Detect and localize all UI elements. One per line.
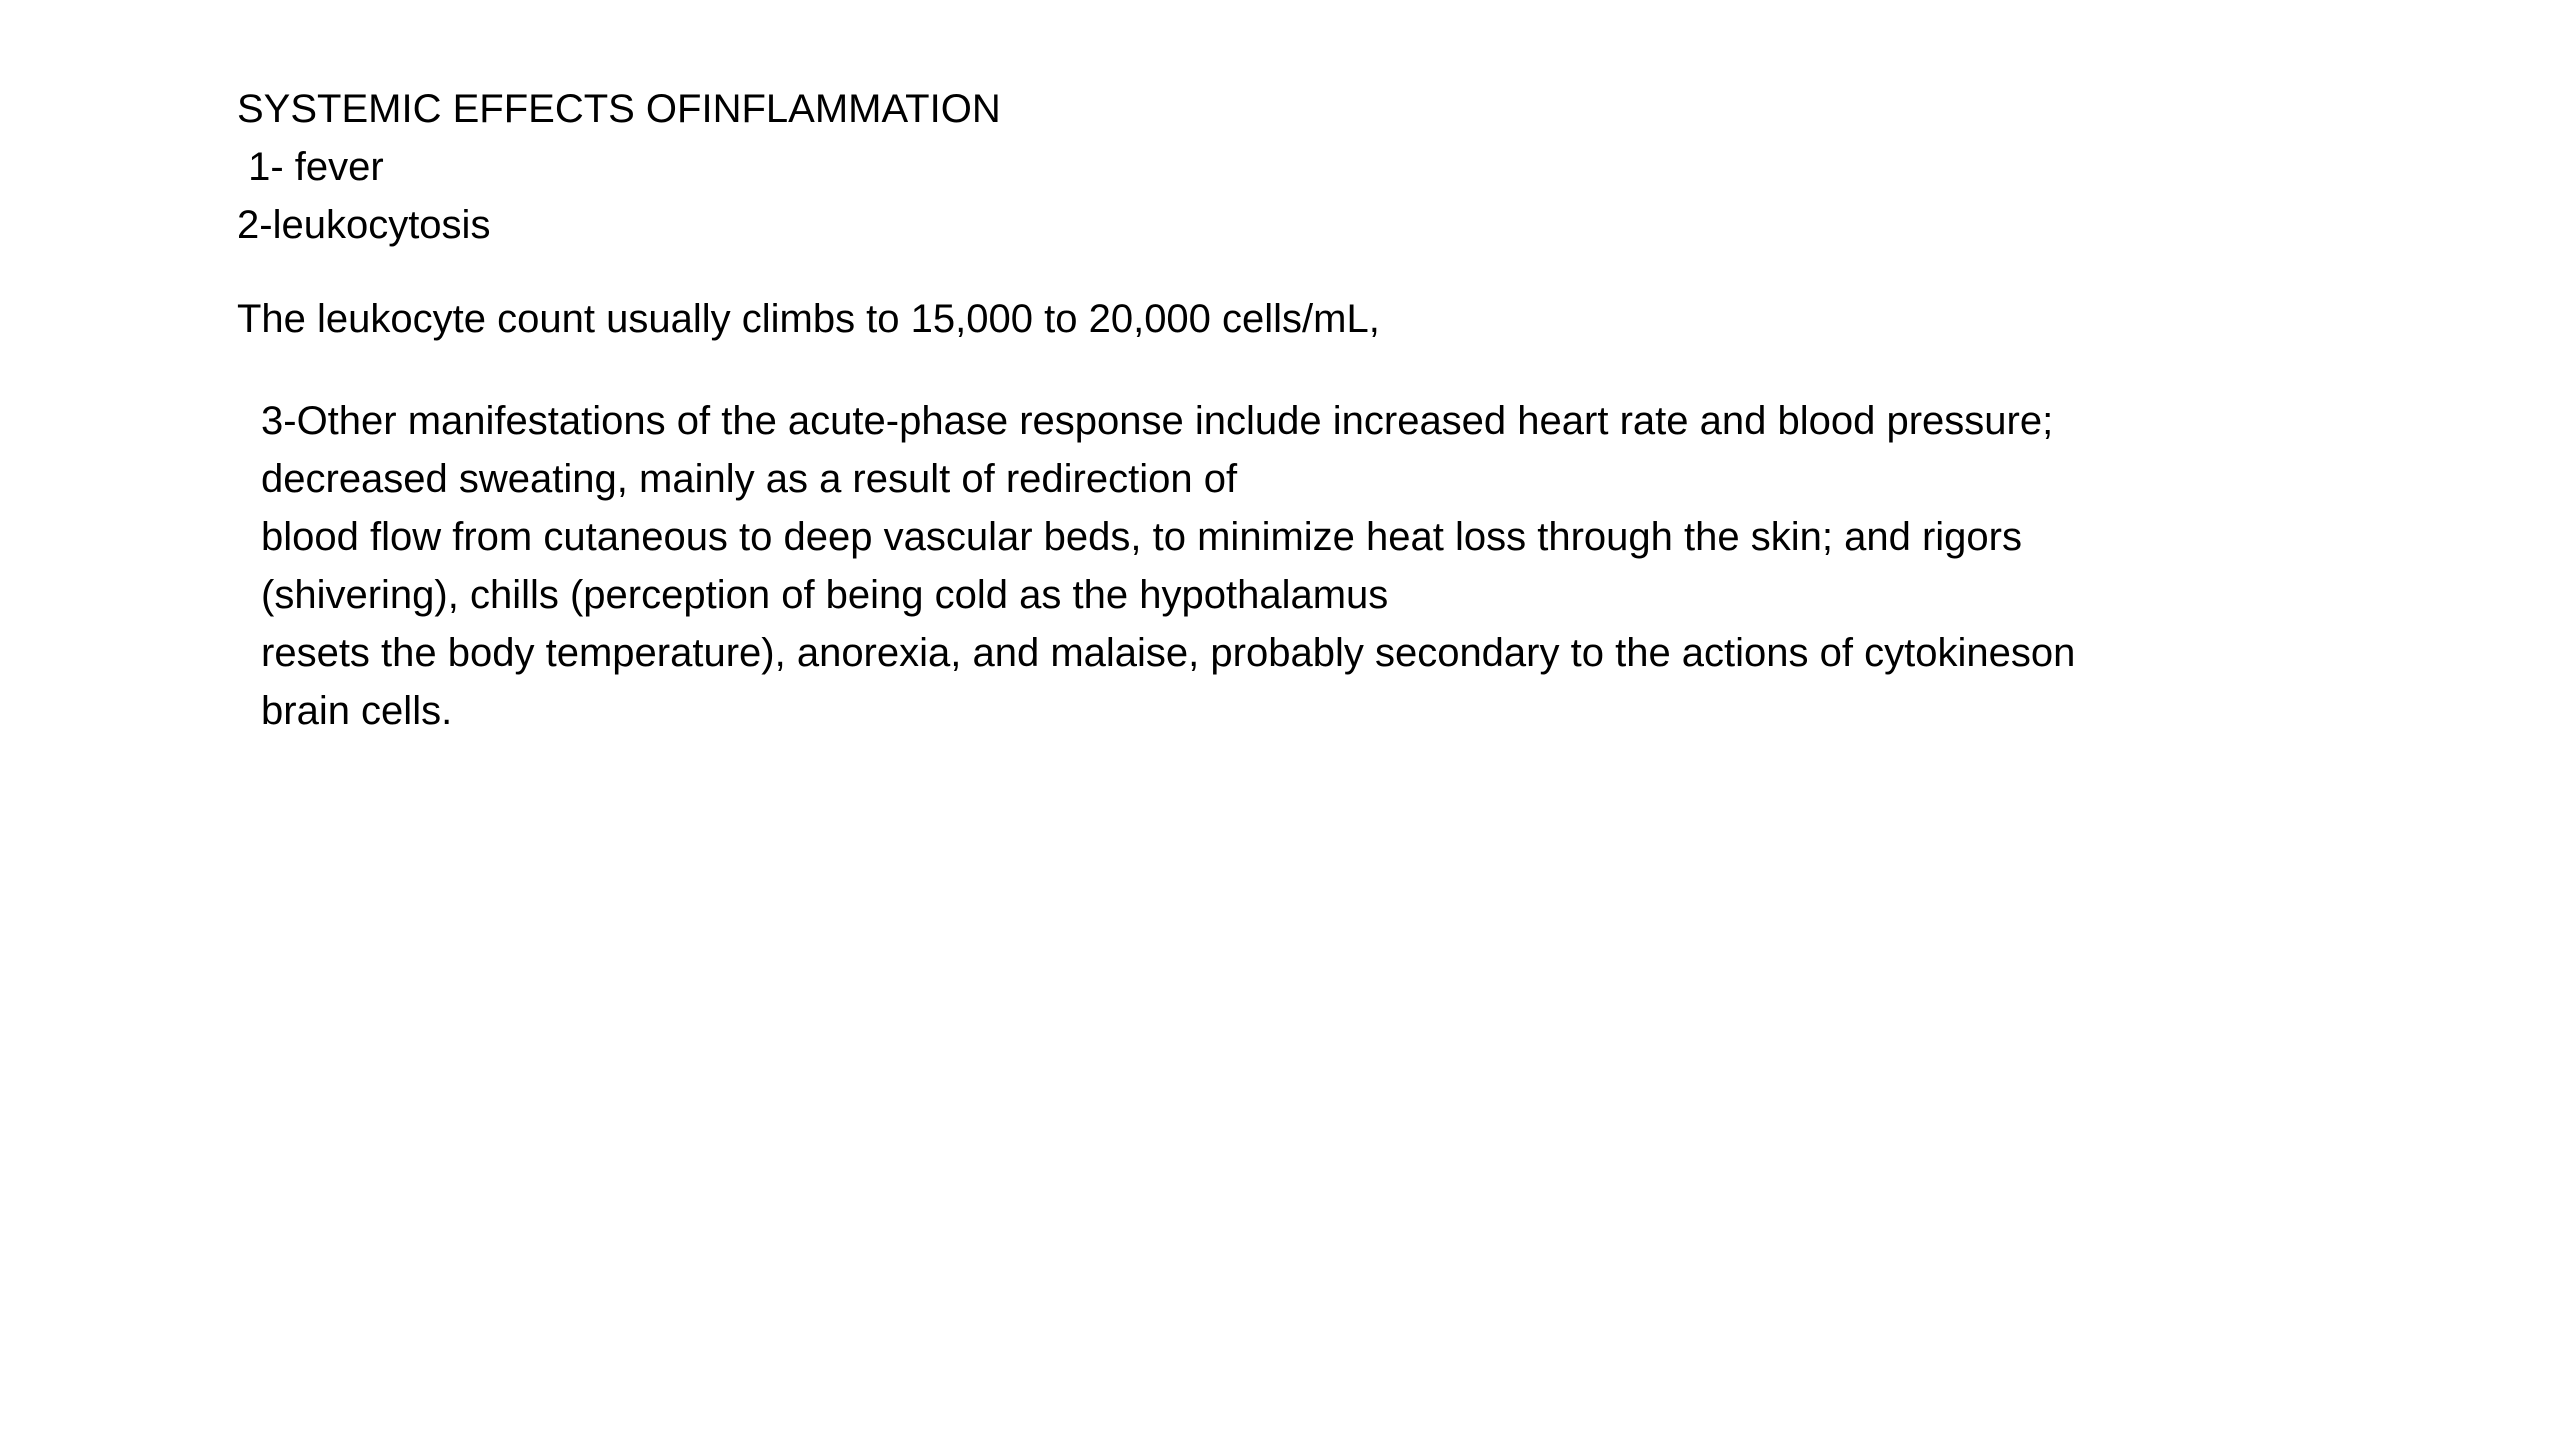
other-manifestations-paragraph [261,392,2075,740]
paragraph-line: blood flow from cutaneous to deep vascular beds, to minimize heat loss through the skin; and rigors [261,515,2022,559]
paragraph-line: decreased sweating, mainly as a result of redirection of [261,457,1238,501]
list-item-fever: 1- fever [237,145,384,189]
paragraph-line: 3-Other manifestations of the acute-phase response include increased heart rate and blood pressure; [261,399,2054,443]
paragraph-line: (shivering), chills (perception of being cold as the hypothalamus [261,573,1389,617]
paragraph-line: brain cells. [261,689,453,733]
leukocyte-count-text: The leukocyte count usually climbs to 15,000 to 20,000 cells/mL, [237,297,1380,341]
leukocyte-count-paragraph [237,290,1380,348]
paragraph-line: resets the body temperature), anorexia, and malaise, probably secondary to the actions of cytokineson [261,631,2076,675]
list-item-leukocytosis: 2-leukocytosis [237,203,491,247]
heading-block [237,80,1001,254]
slide-title: SYSTEMIC EFFECTS OFINFLAMMATION [237,87,1001,131]
